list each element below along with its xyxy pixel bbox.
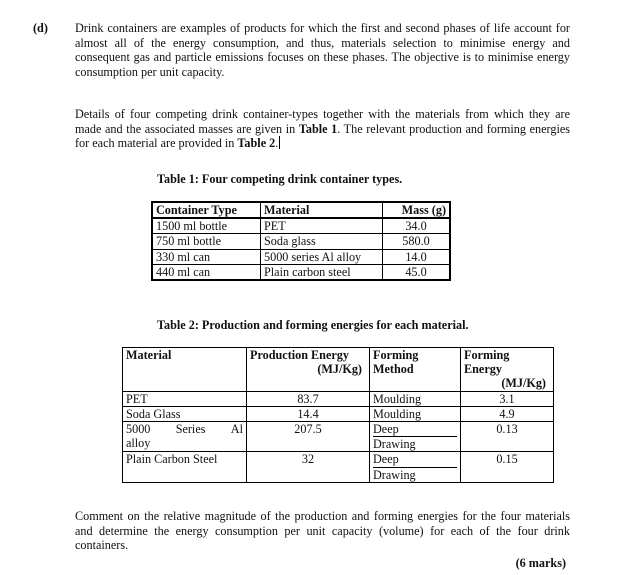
table-cell: 5000 series Al alloy	[261, 249, 383, 264]
table-row	[152, 234, 450, 249]
table1-header-material: Material	[261, 202, 383, 218]
table-cell: Soda Glass	[123, 406, 247, 421]
container-types-table	[151, 201, 451, 281]
material-part: 5000	[126, 422, 151, 437]
table-cell: 4.9	[461, 406, 554, 421]
table2-reference: Table 2	[237, 136, 276, 151]
table-cell	[370, 422, 461, 452]
details-text-2: . The relevant production and forming energies for each material are provided in	[75, 121, 570, 151]
table2-caption: Table 2: Production and forming energies for each material.	[157, 318, 469, 332]
material-split	[126, 422, 243, 436]
table-cell: 207.5	[247, 422, 370, 452]
table-cell: 0.13	[461, 422, 554, 452]
table1-reference: Table 1	[298, 121, 338, 136]
table1-caption: Table 1: Four competing drink container types.	[157, 172, 403, 186]
header-production-unit: (MJ/Kg)	[317, 362, 362, 377]
material-part: Series	[175, 422, 206, 437]
table-cell: 580.0	[383, 234, 451, 249]
method-part: Deep	[373, 452, 457, 467]
table-row	[123, 452, 554, 482]
method-part: Deep	[373, 422, 457, 437]
comment-paragraph: Comment on the relative magnitude of the production and forming energies for the four materials and determine the energy consumption per unit capacity (volume) for each of the four drink containers.	[75, 509, 570, 553]
table-cell: 14.0	[383, 249, 451, 264]
table-row	[123, 422, 554, 452]
details-text-1: Details of four competing drink container-types together with the materials from which they are made and the associated masses are given in	[75, 107, 570, 136]
table2-header-material	[123, 348, 247, 392]
table-cell: 32	[247, 452, 370, 482]
table-row	[152, 218, 450, 234]
details-paragraph	[75, 107, 570, 151]
details-text-3: .	[275, 136, 279, 151]
method-part: Drawing	[373, 437, 416, 452]
header-forming-unit: (MJ/Kg)	[501, 376, 546, 391]
table-row	[152, 264, 450, 280]
table1-header-mass: Mass (g)	[383, 202, 451, 218]
method-part: Drawing	[373, 467, 416, 482]
table-cell: Plain Carbon Steel	[123, 452, 247, 482]
material-part: Al	[230, 422, 243, 437]
table2-header-row	[123, 348, 554, 392]
table-cell	[123, 422, 247, 452]
table-cell: 34.0	[383, 218, 451, 234]
text-cursor	[279, 136, 280, 149]
table-cell: 440 ml can	[152, 264, 261, 280]
energies-table	[122, 347, 554, 483]
table-row	[152, 249, 450, 264]
table-cell: PET	[123, 391, 247, 406]
header-production-text: Production Energy	[250, 348, 349, 362]
question-label: (d)	[33, 21, 48, 35]
table1-header-container-type: Container Type	[152, 202, 261, 218]
marks-label: (6 marks)	[515, 556, 566, 570]
table-cell	[370, 452, 461, 482]
table-cell: 750 ml bottle	[152, 234, 261, 249]
header-material-text: Material	[126, 348, 172, 362]
table2-header-production	[247, 348, 370, 392]
table1-header-row	[152, 202, 450, 218]
table-cell: 83.7	[247, 391, 370, 406]
header-method-text: Forming Method	[373, 348, 419, 377]
table-row	[123, 391, 554, 406]
table-cell: Moulding	[370, 391, 461, 406]
table-cell: 330 ml can	[152, 249, 261, 264]
table-cell: 0.15	[461, 452, 554, 482]
table-cell: Moulding	[370, 406, 461, 421]
header-forming-text: Forming Energy	[464, 348, 510, 377]
table-cell: 45.0	[383, 264, 451, 280]
table-cell: 1500 ml bottle	[152, 218, 261, 234]
table-cell: 14.4	[247, 406, 370, 421]
intro-paragraph: Drink containers are examples of products for which the first and second phases of life account for almost all of the energy consumption, and thus, materials selection to minimise energy and consequent gas and particle emissions focuses on these phases. The objective is to minimise energy consumption per unit capacity.	[75, 21, 570, 79]
table2-header-method	[370, 348, 461, 392]
table2-header-forming	[461, 348, 554, 392]
table-cell: Soda glass	[261, 234, 383, 249]
table-row	[123, 406, 554, 421]
table-cell: PET	[261, 218, 383, 234]
table-cell: 3.1	[461, 391, 554, 406]
table-cell: Plain carbon steel	[261, 264, 383, 280]
material-part: alloy	[126, 436, 151, 451]
